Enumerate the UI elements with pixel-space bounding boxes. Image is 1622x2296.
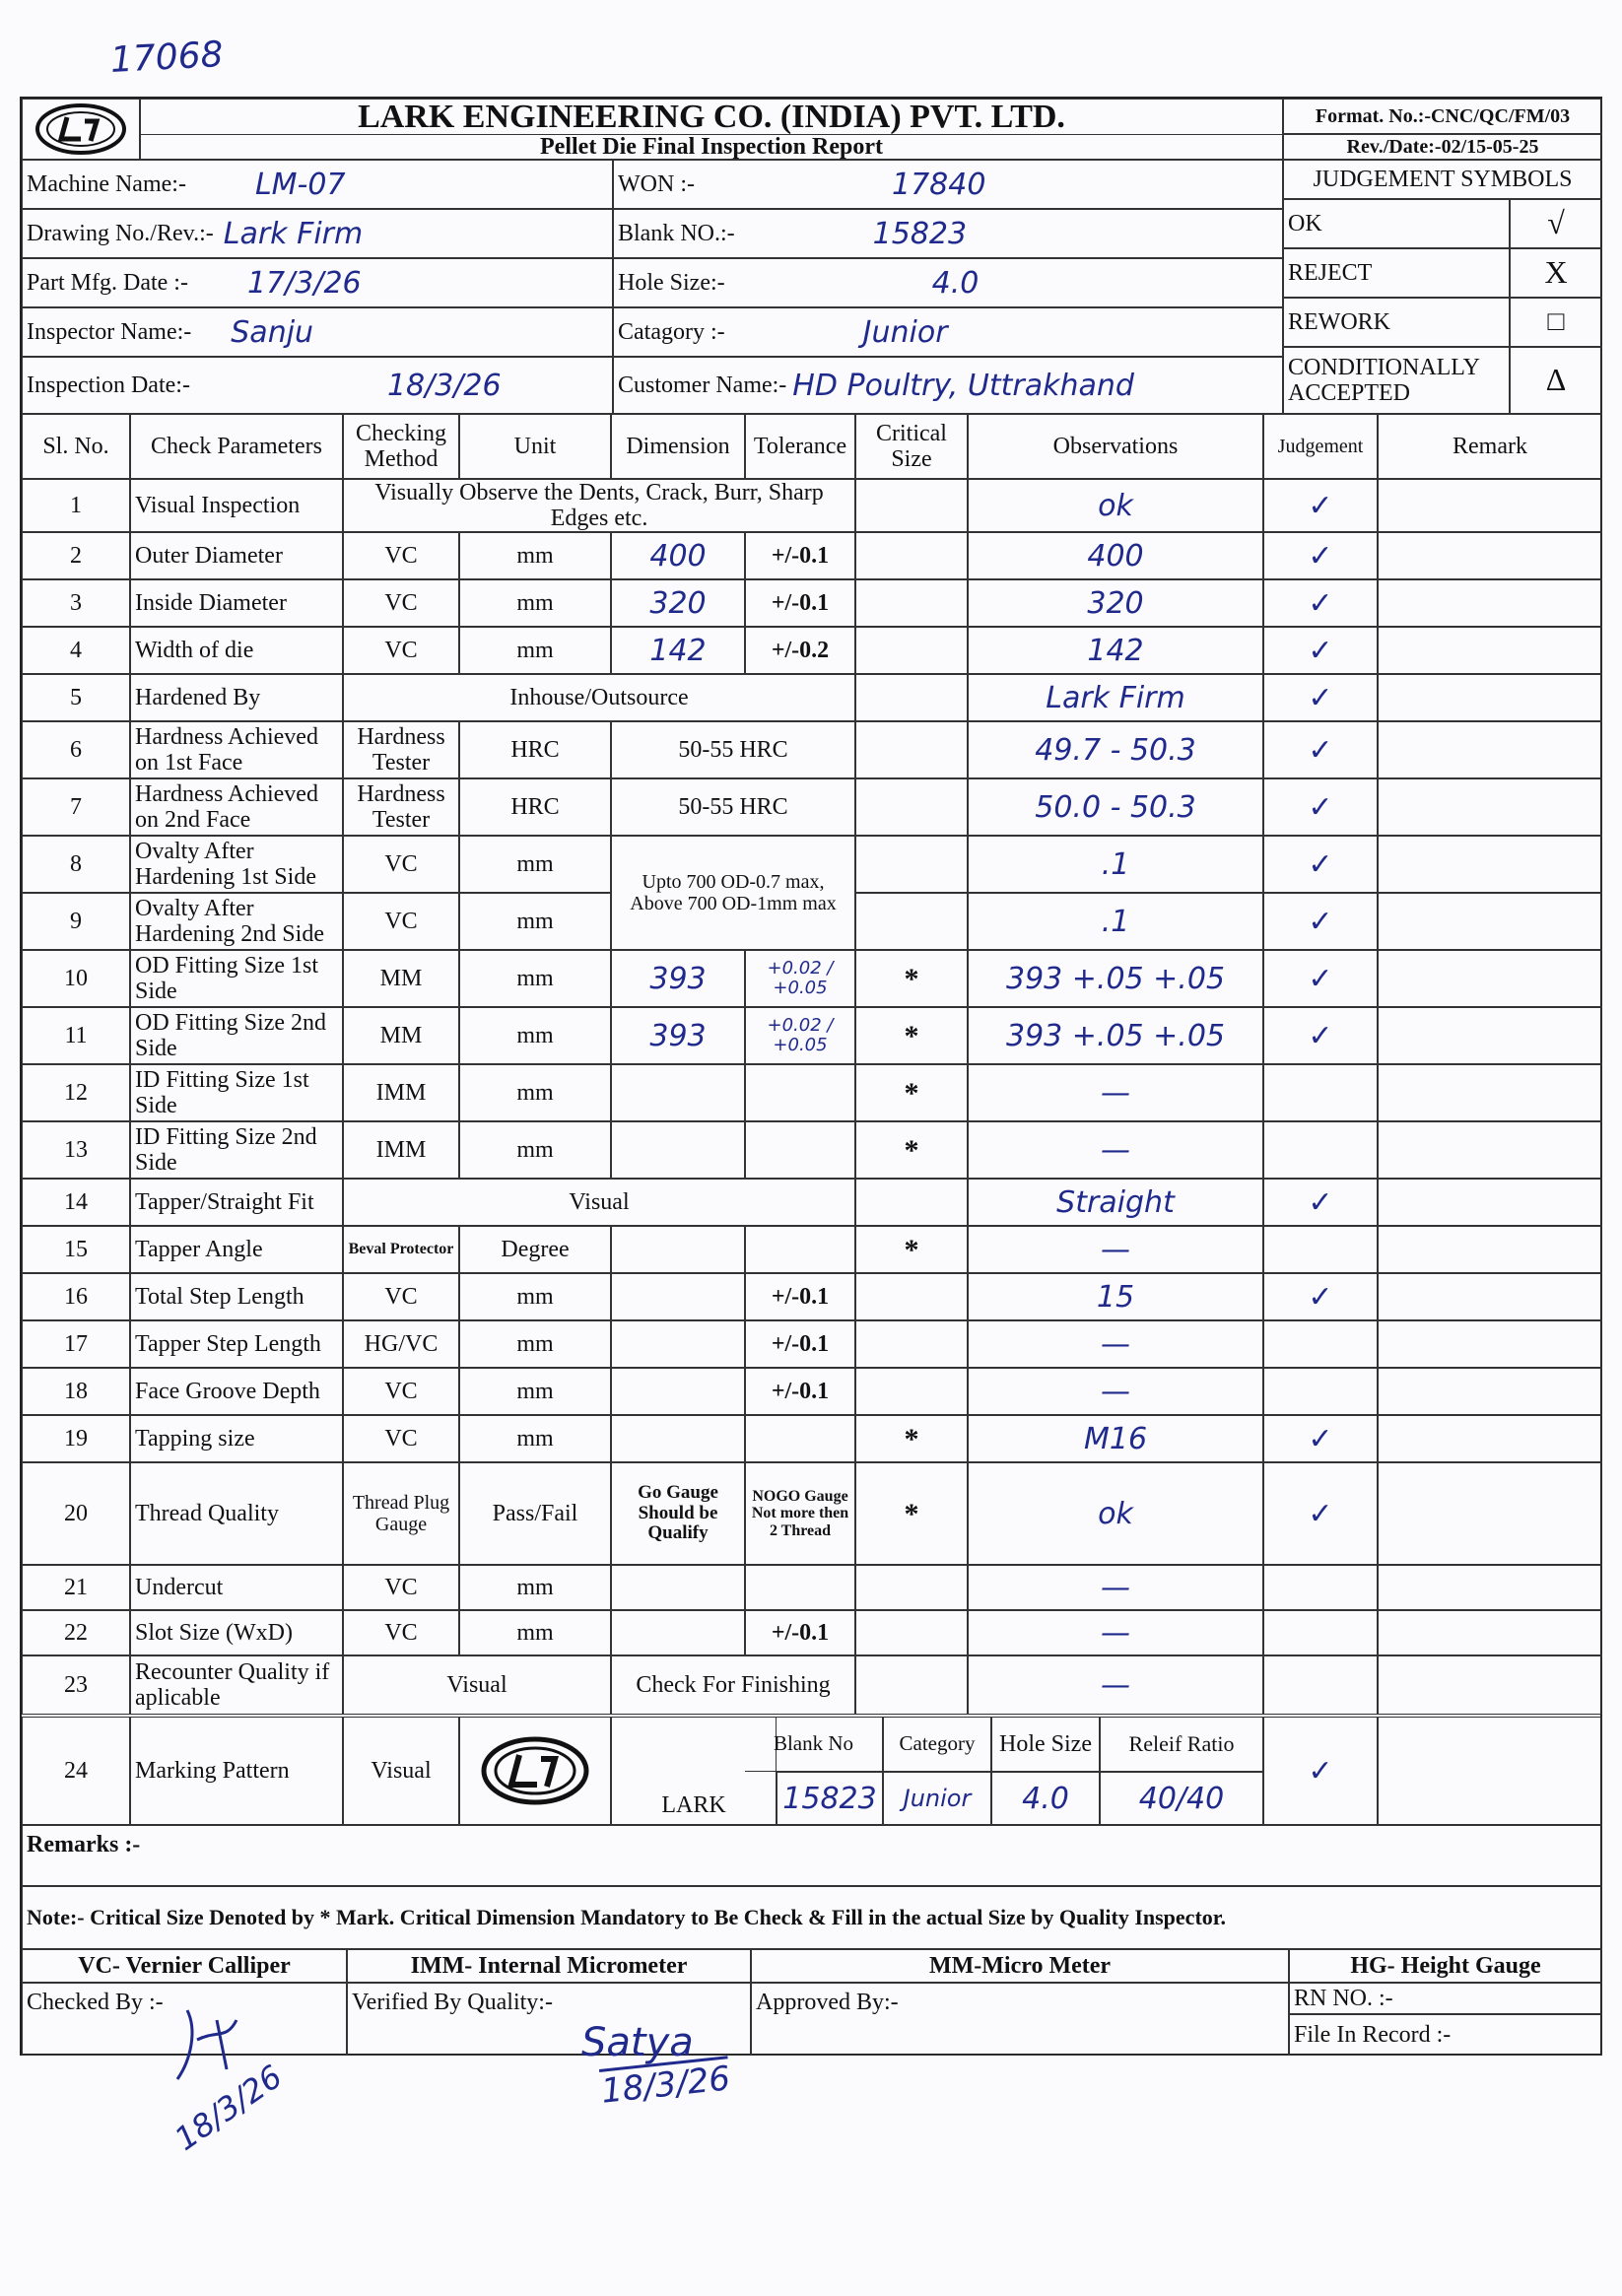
row-judgement [1263,1320,1378,1368]
machine-name-field: Machine Name:- LM-07 [22,160,613,209]
row-judgement [1263,1565,1378,1610]
row-critical-size [855,778,968,836]
row-check-parameter: Inside Diameter [130,579,343,627]
row-spanned-method: Visual [343,1179,855,1226]
row-judgement: ✓ [1263,1179,1378,1226]
legend-vc: VC- Vernier Calliper [22,1949,347,1983]
row-observation: ok [968,479,1263,532]
row-judgement: ✓ [1263,579,1378,627]
symbol-ok: √ [1510,199,1602,248]
row-critical-size [855,532,968,579]
row-method-span: Visual [343,1655,611,1715]
row-critical-size: * [855,1121,968,1179]
row-unit: mm [459,1415,611,1462]
row-judgement: ✓ [1263,674,1378,721]
row-spanned-method: Inhouse/Outsource [343,674,855,721]
row-tolerance [745,1415,855,1462]
row-unit: mm [459,1610,611,1655]
row-unit: mm [459,532,611,579]
row-spec: 50-55 HRC [611,778,855,836]
row-unit: mm [459,893,611,950]
row-dimension [611,1415,745,1462]
row-check-parameter: Tapper Angle [130,1226,343,1273]
row-unit: Pass/Fail [459,1462,611,1565]
row-sl-no: 2 [22,532,130,579]
row-judgement [1263,1121,1378,1179]
symbol-conditional-label: CONDITIONALLY ACCEPTED [1283,347,1510,414]
row-sl-no: 21 [22,1565,130,1610]
row-observation: 15 [968,1273,1263,1320]
row-remark [1378,1226,1602,1273]
col-critical-size: Critical Size [855,414,968,479]
row-unit: mm [459,1121,611,1179]
row-checking-method: IMM [343,1121,459,1179]
row-observation: — [968,1610,1263,1655]
row-check-parameter: Width of die [130,627,343,674]
row-checking-method: MM [343,950,459,1007]
marking-judgement: ✓ [1263,1717,1378,1825]
row-unit: mm [459,1368,611,1415]
row-unit: mm [459,627,611,674]
col-unit: Unit [459,414,611,479]
row-critical-size [855,1320,968,1368]
marking-method: Visual [343,1717,459,1825]
marking-blank-no: 15823 [777,1772,883,1825]
row-check-parameter: OD Fitting Size 2nd Side [130,1007,343,1064]
row-checking-method: VC [343,627,459,674]
row-remark [1378,1064,1602,1121]
row-remark [1378,1565,1602,1610]
customer-name-field: Customer Name:- HD Poultry, Uttrakhand [613,357,1283,414]
row-remark [1378,1415,1602,1462]
row-critical-size: * [855,1007,968,1064]
row-check-parameter: Outer Diameter [130,532,343,579]
row-judgement: ✓ [1263,479,1378,532]
row-critical-size [855,893,968,950]
row-critical-size [855,721,968,778]
row-remark [1378,1655,1602,1715]
verified-by-signature: Satya [581,2020,694,2065]
row-sl-no: 23 [22,1655,130,1715]
row-sl-no: 22 [22,1610,130,1655]
row-critical-size [855,579,968,627]
row-dimension: 393 [611,950,745,1007]
row-tolerance: +/-0.1 [745,1368,855,1415]
row-checking-method: IMM [343,1064,459,1121]
row-critical-size: * [855,1415,968,1462]
row-observation: — [968,1655,1263,1715]
row-check-parameter: Hardness Achieved on 2nd Face [130,778,343,836]
row-checking-method: VC [343,1415,459,1462]
row-checking-method: Thread Plug Gauge [343,1462,459,1565]
row-observation: — [968,1064,1263,1121]
symbol-rework-label: REWORK [1283,298,1510,347]
row-checking-method: VC [343,1273,459,1320]
approved-by-field: Approved By:- [751,1983,1289,2056]
verified-by-date: 18/3/26 [599,2059,732,2112]
row-sl-no: 15 [22,1226,130,1273]
row-dimension: 400 [611,532,745,579]
row-remark [1378,627,1602,674]
row-tolerance: +/-0.1 [745,1273,855,1320]
row-unit: HRC [459,721,611,778]
row-sl-no: 10 [22,950,130,1007]
marking-relief-ratio: 40/40 [1100,1772,1263,1825]
row-tolerance: +0.02 / +0.05 [745,1007,855,1064]
row-dimension: 320 [611,579,745,627]
company-logo [22,99,140,160]
row-check-parameter: Tapping size [130,1415,343,1462]
row-check-parameter: Hardened By [130,674,343,721]
row-unit: mm [459,836,611,893]
row-observation: 320 [968,579,1263,627]
row-observation: 49.7 - 50.3 [968,721,1263,778]
inspection-date-field: Inspection Date:- 18/3/26 [22,357,613,414]
row-remark [1378,1121,1602,1179]
row-remark [1378,950,1602,1007]
col-check-parameters: Check Parameters [130,414,343,479]
row-remark [1378,479,1602,532]
row-dimension: 393 [611,1007,745,1064]
hole-size-field: Hole Size:- 4.0 [613,258,1283,307]
marking-remark [1378,1717,1602,1825]
symbol-rework: □ [1510,298,1602,347]
col-dimension: Dimension [611,414,745,479]
row-checking-method: Beval Protector [343,1226,459,1273]
row-check-parameter: OD Fitting Size 1st Side [130,950,343,1007]
file-in-record-field: File In Record :- [1289,2014,1602,2056]
row-check-parameter: Undercut [130,1565,343,1610]
row-unit: mm [459,1320,611,1368]
checked-by-date: 18/3/26 [168,2058,290,2158]
row-critical-size [855,1655,968,1715]
col-checking-method: Checking Method [343,414,459,479]
critical-size-note: Note:- Critical Size Denoted by * Mark. Critical Dimension Mandatory to Be Check & Fill in the actual Size by Quality Inspector. [22,1886,1602,1949]
row-dimension: 142 [611,627,745,674]
row-sl-no: 20 [22,1462,130,1565]
row-observation: M16 [968,1415,1263,1462]
legend-hg: HG- Height Gauge [1289,1949,1602,1983]
row-judgement: ✓ [1263,1273,1378,1320]
row-dimension [611,1064,745,1121]
row-sl-no: 16 [22,1273,130,1320]
row-dimension [611,1273,745,1320]
row-checking-method: VC [343,836,459,893]
row-judgement [1263,1610,1378,1655]
row-sl-no: 6 [22,721,130,778]
row-critical-size [855,1179,968,1226]
row-check-parameter: Recounter Quality if aplicable [130,1655,343,1715]
row-critical-size [855,1610,968,1655]
marking-hole-size-label: Hole Size [991,1717,1100,1772]
row-tolerance [745,1064,855,1121]
row-judgement: ✓ [1263,1415,1378,1462]
row-observation: 400 [968,532,1263,579]
marking-category: Junior [883,1772,991,1825]
row-check-parameter: Tapper Step Length [130,1320,343,1368]
remarks-field: Remarks :- [22,1825,1602,1886]
row-observation: — [968,1226,1263,1273]
row-remark [1378,778,1602,836]
row-sl-no: 3 [22,579,130,627]
row-checking-method: MM [343,1007,459,1064]
verified-by-field: Verified By Quality:- [347,1983,751,2056]
row-check-parameter: Total Step Length [130,1273,343,1320]
row-sl-no: 4 [22,627,130,674]
row-critical-size [855,836,968,893]
row-judgement: ✓ [1263,1007,1378,1064]
row-critical-size: * [855,1462,968,1565]
row-checking-method: VC [343,579,459,627]
revision-date: Rev./Date:-02/15-05-25 [1283,134,1602,160]
category-field: Catagory :- Junior [613,307,1283,357]
row-observation: 393 +.05 +.05 [968,950,1263,1007]
col-judgement: Judgement [1263,414,1378,479]
row-judgement [1263,1368,1378,1415]
row-critical-size [855,674,968,721]
row-observation: Lark Firm [968,674,1263,721]
row-critical-size [855,1273,968,1320]
row-tolerance: +/-0.2 [745,627,855,674]
drawing-no-field: Drawing No./Rev.:- Lark Firm [22,209,613,258]
symbol-reject-label: REJECT [1283,248,1510,298]
row-sl-no: 18 [22,1368,130,1415]
row-judgement: ✓ [1263,1462,1378,1565]
row-check-parameter: Face Groove Depth [130,1368,343,1415]
row-spec: 50-55 HRC [611,721,855,778]
blank-no-field: Blank NO.:- 15823 [613,209,1283,258]
row-judgement: ✓ [1263,778,1378,836]
row-sl-no: 17 [22,1320,130,1368]
format-number: Format. No.:-CNC/QC/FM/03 [1283,99,1602,134]
company-name: LARK ENGINEERING CO. (INDIA) PVT. LTD. [140,99,1283,134]
row-critical-size [855,1565,968,1610]
row-remark [1378,674,1602,721]
row-dimension: Go Gauge Should be Qualify [611,1462,745,1565]
row-remark [1378,1462,1602,1565]
row-sl-no: 12 [22,1064,130,1121]
row-observation: 50.0 - 50.3 [968,778,1263,836]
row-remark [1378,532,1602,579]
row-check-parameter: Visual Inspection [130,479,343,532]
row-check-parameter: Ovalty After Hardening 2nd Side [130,893,343,950]
row-unit: mm [459,1064,611,1121]
row-judgement [1263,1064,1378,1121]
row-dimension [611,1565,745,1610]
row-check-parameter: ID Fitting Size 1st Side [130,1064,343,1121]
marking-category-label: Category [883,1717,991,1772]
row-checking-method: Hardness Tester [343,721,459,778]
row-sl-no: 19 [22,1415,130,1462]
row-observation: Straight [968,1179,1263,1226]
row-tolerance: +/-0.1 [745,1320,855,1368]
part-mfg-date-field: Part Mfg. Date :- 17/3/26 [22,258,613,307]
row-judgement: ✓ [1263,627,1378,674]
row-tolerance: +/-0.1 [745,579,855,627]
row-sl-no: 14 [22,1179,130,1226]
row-critical-size [855,627,968,674]
inspection-report-sheet [20,97,1602,2056]
row-sl-no: 13 [22,1121,130,1179]
row-checking-method: VC [343,1565,459,1610]
row-tolerance [745,1121,855,1179]
row-observation: .1 [968,836,1263,893]
row-observation: — [968,1320,1263,1368]
row-checking-method: HG/VC [343,1320,459,1368]
legend-mm: MM-Micro Meter [751,1949,1289,1983]
row-tolerance: +/-0.1 [745,1610,855,1655]
judgement-symbols-title: JUDGEMENT SYMBOLS [1283,160,1602,199]
col-sl-no: Sl. No. [22,414,130,479]
row-checking-method: VC [343,1610,459,1655]
row-observation: — [968,1121,1263,1179]
row-remark [1378,1179,1602,1226]
row-dimension [611,1121,745,1179]
symbol-conditional: Δ [1510,347,1602,414]
row-critical-size [855,479,968,532]
row-unit: mm [459,579,611,627]
marking-blank-no-label: Blank No [745,1717,883,1772]
row-remark [1378,1320,1602,1368]
report-title: Pellet Die Final Inspection Report [140,134,1283,160]
row-checking-method: VC [343,1368,459,1415]
row-dimension [611,1368,745,1415]
row-dimension [611,1610,745,1655]
row-sl-no: 9 [22,893,130,950]
row-observation: ok [968,1462,1263,1565]
marking-logo [459,1717,611,1825]
marking-hole-size: 4.0 [991,1772,1100,1825]
col-tolerance: Tolerance [745,414,855,479]
row-critical-size: * [855,1064,968,1121]
row-tolerance: +/-0.1 [745,532,855,579]
row-sl-no: 5 [22,674,130,721]
symbol-reject: X [1510,248,1602,298]
row-checking-method: VC [343,893,459,950]
row-unit: mm [459,1273,611,1320]
row-check-parameter: Hardness Achieved on 1st Face [130,721,343,778]
row-remark [1378,1007,1602,1064]
row-unit: mm [459,950,611,1007]
row-judgement: ✓ [1263,836,1378,893]
row-judgement [1263,1226,1378,1273]
row-remark [1378,1610,1602,1655]
rn-no-field: RN NO. :- [1289,1983,1602,2014]
row-checking-method: VC [343,532,459,579]
row-judgement: ✓ [1263,950,1378,1007]
row-check-parameter: Ovalty After Hardening 1st Side [130,836,343,893]
marking-relief-ratio-label: Releif Ratio [1100,1717,1263,1772]
row-judgement: ✓ [1263,721,1378,778]
row-sl-no: 1 [22,479,130,532]
row-tolerance: NOGO Gauge Not more then 2 Thread [745,1462,855,1565]
row-remark [1378,721,1602,778]
row-observation: .1 [968,893,1263,950]
row-observation: 142 [968,627,1263,674]
row-judgement [1263,1655,1378,1715]
row-checking-method: Hardness Tester [343,778,459,836]
row-critical-size: * [855,1226,968,1273]
col-remark: Remark [1378,414,1602,479]
row-check-parameter: Slot Size (WxD) [130,1610,343,1655]
won-field: WON :- 17840 [613,160,1283,209]
row-tolerance [745,1226,855,1273]
row-sl-no: 7 [22,778,130,836]
col-observations: Observations [968,414,1263,479]
row-dimension [611,1226,745,1273]
row-remark [1378,579,1602,627]
row-remark [1378,1273,1602,1320]
checked-by-field: Checked By :- [22,1983,347,2056]
row-unit: HRC [459,778,611,836]
document-number: 17068 [109,34,225,81]
row-remark [1378,1368,1602,1415]
row-tolerance: +0.02 / +0.05 [745,950,855,1007]
row-unit: Degree [459,1226,611,1273]
inspector-name-field: Inspector Name:- Sanju [22,307,613,357]
row-judgement: ✓ [1263,893,1378,950]
row-remark [1378,893,1602,950]
row-unit: mm [459,1565,611,1610]
row-check-parameter: Tapper/Straight Fit [130,1179,343,1226]
row-unit: mm [459,1007,611,1064]
row-sl-no: 11 [22,1007,130,1064]
row-tolerance [745,1565,855,1610]
row-check-parameter: ID Fitting Size 2nd Side [130,1121,343,1179]
ovality-spec: Upto 700 OD-0.7 max, Above 700 OD-1mm max [611,836,855,950]
row-check-parameter: Thread Quality [130,1462,343,1565]
row-observation: — [968,1565,1263,1610]
row-spanned-method: Visually Observe the Dents, Crack, Burr, Sharp Edges etc. [343,479,855,532]
legend-imm: IMM- Internal Micrometer [347,1949,751,1983]
row-judgement: ✓ [1263,532,1378,579]
marking-sl: 24 [22,1717,130,1825]
row-critical-size [855,1368,968,1415]
row-critical-size: * [855,950,968,1007]
marking-lark: LARK [611,1717,777,1825]
row-observation: 393 +.05 +.05 [968,1007,1263,1064]
row-dimension [611,1320,745,1368]
symbol-ok-label: OK [1283,199,1510,248]
row-sl-no: 8 [22,836,130,893]
marking-param: Marking Pattern [130,1717,343,1825]
row-remark [1378,836,1602,893]
row-dimension-span: Check For Finishing [611,1655,855,1715]
row-observation: — [968,1368,1263,1415]
